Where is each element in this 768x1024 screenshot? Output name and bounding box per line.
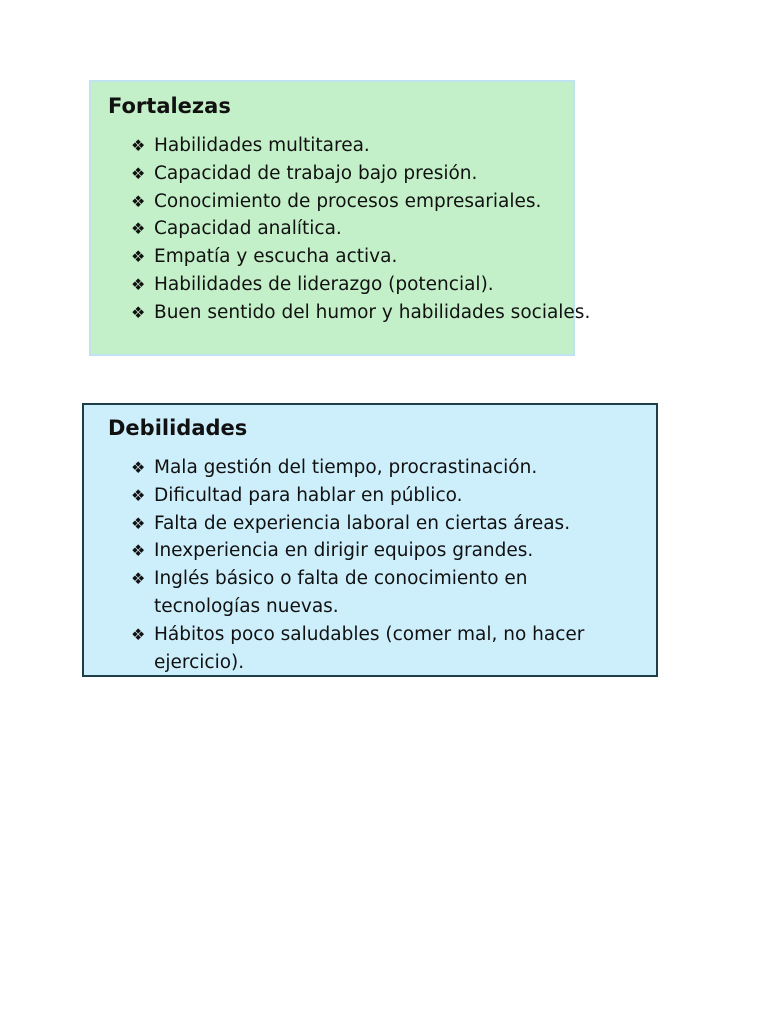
list-item bbox=[131, 299, 590, 327]
weaknesses-list bbox=[131, 454, 631, 676]
weaknesses-title: Debilidades bbox=[108, 416, 248, 440]
list-item bbox=[131, 510, 631, 538]
weaknesses-box bbox=[82, 403, 658, 677]
list-item bbox=[131, 215, 590, 243]
diamond-bullet-icon: ❖ bbox=[131, 458, 146, 477]
strengths-box bbox=[89, 80, 591, 356]
list-item bbox=[131, 132, 590, 160]
list-item-text: Conocimiento de procesos empresariales. bbox=[154, 190, 542, 212]
list-item-text: Capacidad de trabajo bajo presión. bbox=[154, 162, 478, 184]
list-item bbox=[131, 243, 590, 271]
diamond-bullet-icon: ❖ bbox=[131, 302, 146, 322]
list-item bbox=[131, 454, 631, 482]
diamond-bullet-icon: ❖ bbox=[131, 485, 146, 505]
diamond-bullet-icon: ❖ bbox=[131, 219, 146, 239]
list-item bbox=[131, 537, 631, 565]
list-item bbox=[131, 482, 631, 510]
list-item-text: Inglés básico o falta de conocimiento en tecnologías nuevas. bbox=[154, 568, 528, 617]
list-item-text: Mala gestión del tiempo, procrastinación. bbox=[154, 457, 538, 478]
diamond-bullet-icon: ❖ bbox=[131, 274, 146, 294]
strengths-list bbox=[131, 132, 590, 327]
diamond-bullet-icon: ❖ bbox=[131, 247, 146, 267]
diamond-bullet-icon: ❖ bbox=[131, 163, 146, 183]
list-item-text: Empatía y escucha activa. bbox=[154, 246, 398, 268]
list-item-text: Falta de experiencia laboral en ciertas áreas. bbox=[154, 512, 571, 534]
list-item bbox=[131, 160, 590, 188]
list-item bbox=[131, 188, 590, 216]
list-item-text: Hábitos poco saludables (comer mal, no hacer ejercicio). bbox=[154, 623, 585, 673]
list-item bbox=[131, 565, 631, 621]
diamond-bullet-icon: ❖ bbox=[131, 541, 146, 561]
diamond-bullet-icon: ❖ bbox=[131, 136, 146, 155]
diamond-bullet-icon: ❖ bbox=[131, 513, 146, 533]
list-item bbox=[131, 621, 631, 677]
diamond-bullet-icon: ❖ bbox=[131, 624, 146, 644]
list-item-text: Dificultad para hablar en público. bbox=[154, 484, 463, 506]
diamond-bullet-icon: ❖ bbox=[131, 191, 146, 211]
strengths-title: Fortalezas bbox=[108, 94, 231, 118]
list-item-text: Habilidades multitarea. bbox=[154, 135, 370, 156]
list-item bbox=[131, 271, 590, 299]
list-item-text: Habilidades de liderazgo (potencial). bbox=[154, 273, 494, 295]
list-item-text: Inexperiencia en dirigir equipos grandes. bbox=[154, 540, 534, 562]
diamond-bullet-icon: ❖ bbox=[131, 569, 146, 589]
list-item-text: Buen sentido del humor y habilidades sociales. bbox=[154, 301, 591, 323]
list-item-text: Capacidad analítica. bbox=[154, 218, 342, 240]
